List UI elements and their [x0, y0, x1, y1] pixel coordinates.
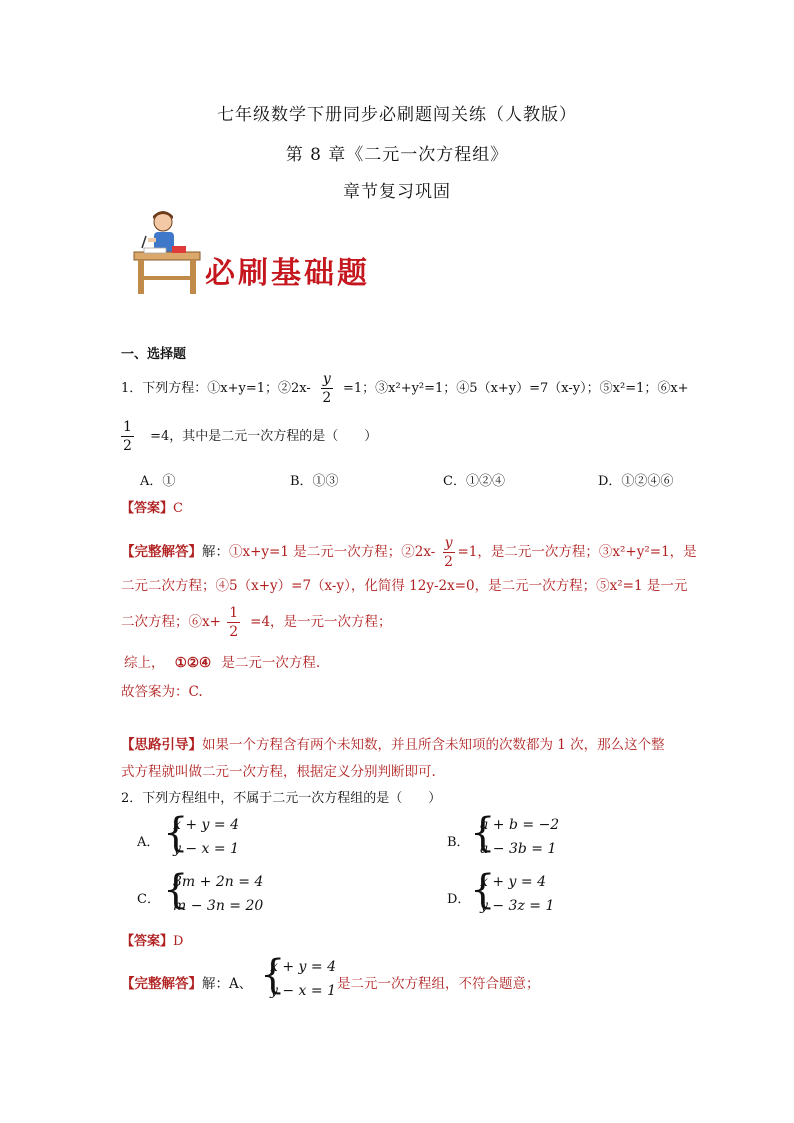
banner-title: 必刷基础题 [205, 256, 370, 291]
brace-icon: { [163, 810, 189, 856]
q1-option-c: C．①②④ [443, 474, 505, 489]
chapter-title: 第 8 章《二元一次方程组》 [285, 145, 509, 165]
summary-suffix: 是二元一次方程. [221, 655, 321, 671]
question-1-stem-part-c: =4，其中是二元一次方程的是（ ） [150, 429, 378, 444]
q1-hint-line-1 [121, 733, 665, 753]
equation: a + b = −2 [480, 817, 560, 833]
q1-option-a: A．① [140, 474, 176, 489]
q2-option-b-label: B． [447, 835, 470, 850]
q1-option-d: D．①②④⑥ [598, 474, 674, 489]
fraction-numerator: 1 [123, 419, 132, 435]
q1-option-b: B．①③ [290, 474, 339, 489]
hint-label: 【思路引导】 [121, 737, 202, 753]
equation: y − 3z = 1 [480, 898, 555, 914]
question-1-stem-part-b: =1；③x²+y²=1；④5（x+y）=7（x-y）；⑤x²=1；⑥x+ [342, 381, 689, 396]
solution-text: ①x+y=1 是二元一次方程；②2x- [229, 544, 436, 560]
question-1-stem [121, 372, 689, 405]
fraction-1-over-2 [227, 606, 240, 639]
q1-solution-summary [124, 651, 320, 671]
solution-text: 二次方程；⑥x+ [121, 614, 221, 630]
q2-solution-text: 是二元一次方程组，不符合题意； [337, 976, 540, 992]
equation: a − 3b = 1 [480, 841, 557, 857]
q2-solution [121, 972, 252, 992]
question-1-stem-part-a: 1．下列方程：①x+y=1；②2x- [121, 381, 311, 396]
equation: y − x = 1 [173, 841, 239, 857]
summary-prefix: 综上， [124, 655, 165, 671]
fraction-y-over-2 [443, 536, 455, 569]
question-2-stem: 2．下列方程组中，不属于二元一次方程组的是（ ） [121, 791, 442, 806]
section-subtitle: 章节复习巩固 [343, 182, 451, 202]
q1-solution-line-3 [121, 606, 392, 639]
fraction-denominator: 2 [123, 438, 132, 454]
q1-answer [121, 497, 183, 516]
equation: 3m + 2n = 4 [173, 874, 264, 890]
q1-solution-line-1 [121, 536, 697, 569]
q2-option-a-label: A． [137, 835, 160, 850]
brace-icon: { [260, 952, 286, 998]
brace-icon: { [470, 810, 496, 856]
fraction-numerator: 1 [229, 605, 239, 621]
q2-answer [121, 930, 183, 949]
fraction-1-over-2 [121, 420, 134, 453]
answer-label: 【答案】 [121, 501, 174, 516]
equation: m − 3n = 20 [173, 898, 264, 914]
question-1-stem-line-2 [121, 420, 377, 453]
answer-label: 【答案】 [121, 934, 174, 949]
q1-solution-line-2: 二元二次方程；④5（x+y）=7（x-y），化简得 12y-2x=0，是二元一次方程；⑤x²=1 是一元 [121, 578, 688, 594]
fraction-y-over-2 [321, 372, 333, 405]
solution-label: 【完整解答】 [121, 976, 202, 992]
brace-icon: { [163, 867, 189, 913]
equation: x + y = 4 [270, 959, 336, 975]
q1-final-answer: 故答案为：C. [121, 684, 203, 700]
hint-text: 如果一个方程含有两个未知数，并且所含未知项的次数都为 1 次，那么这个整 [202, 737, 665, 753]
brace-icon: { [470, 867, 496, 913]
equation: x + y = 4 [173, 817, 239, 833]
q2-option-c-label: C． [137, 892, 160, 907]
equation: x + y = 4 [480, 874, 546, 890]
fraction-denominator: 2 [444, 554, 453, 570]
solution-intro: 解：A、 [202, 976, 253, 992]
q2-option-d-label: D． [447, 892, 471, 907]
solution-text: =4，是一元一次方程； [250, 614, 392, 630]
fraction-numerator: y [444, 535, 453, 551]
section-heading: 一、选择题 [121, 347, 187, 362]
answer-value: D [173, 934, 184, 949]
answer-value: C [173, 501, 183, 516]
document-title: 七年级数学下册同步必刷题闯关练（人教版） [217, 105, 577, 125]
fraction-numerator: y [322, 371, 331, 387]
solution-label: 【完整解答】 [121, 544, 202, 560]
equation: y − x = 1 [270, 983, 336, 999]
q1-hint-line-2: 式方程就叫做二元一次方程，根据定义分别判断即可. [121, 764, 436, 780]
solution-intro: 解： [202, 544, 229, 560]
solution-text: =1，是二元一次方程；③x²+y²=1，是 [457, 544, 697, 560]
summary-highlight: ①②④ [174, 655, 212, 671]
fraction-denominator: 2 [322, 390, 332, 406]
fraction-denominator: 2 [229, 624, 239, 640]
